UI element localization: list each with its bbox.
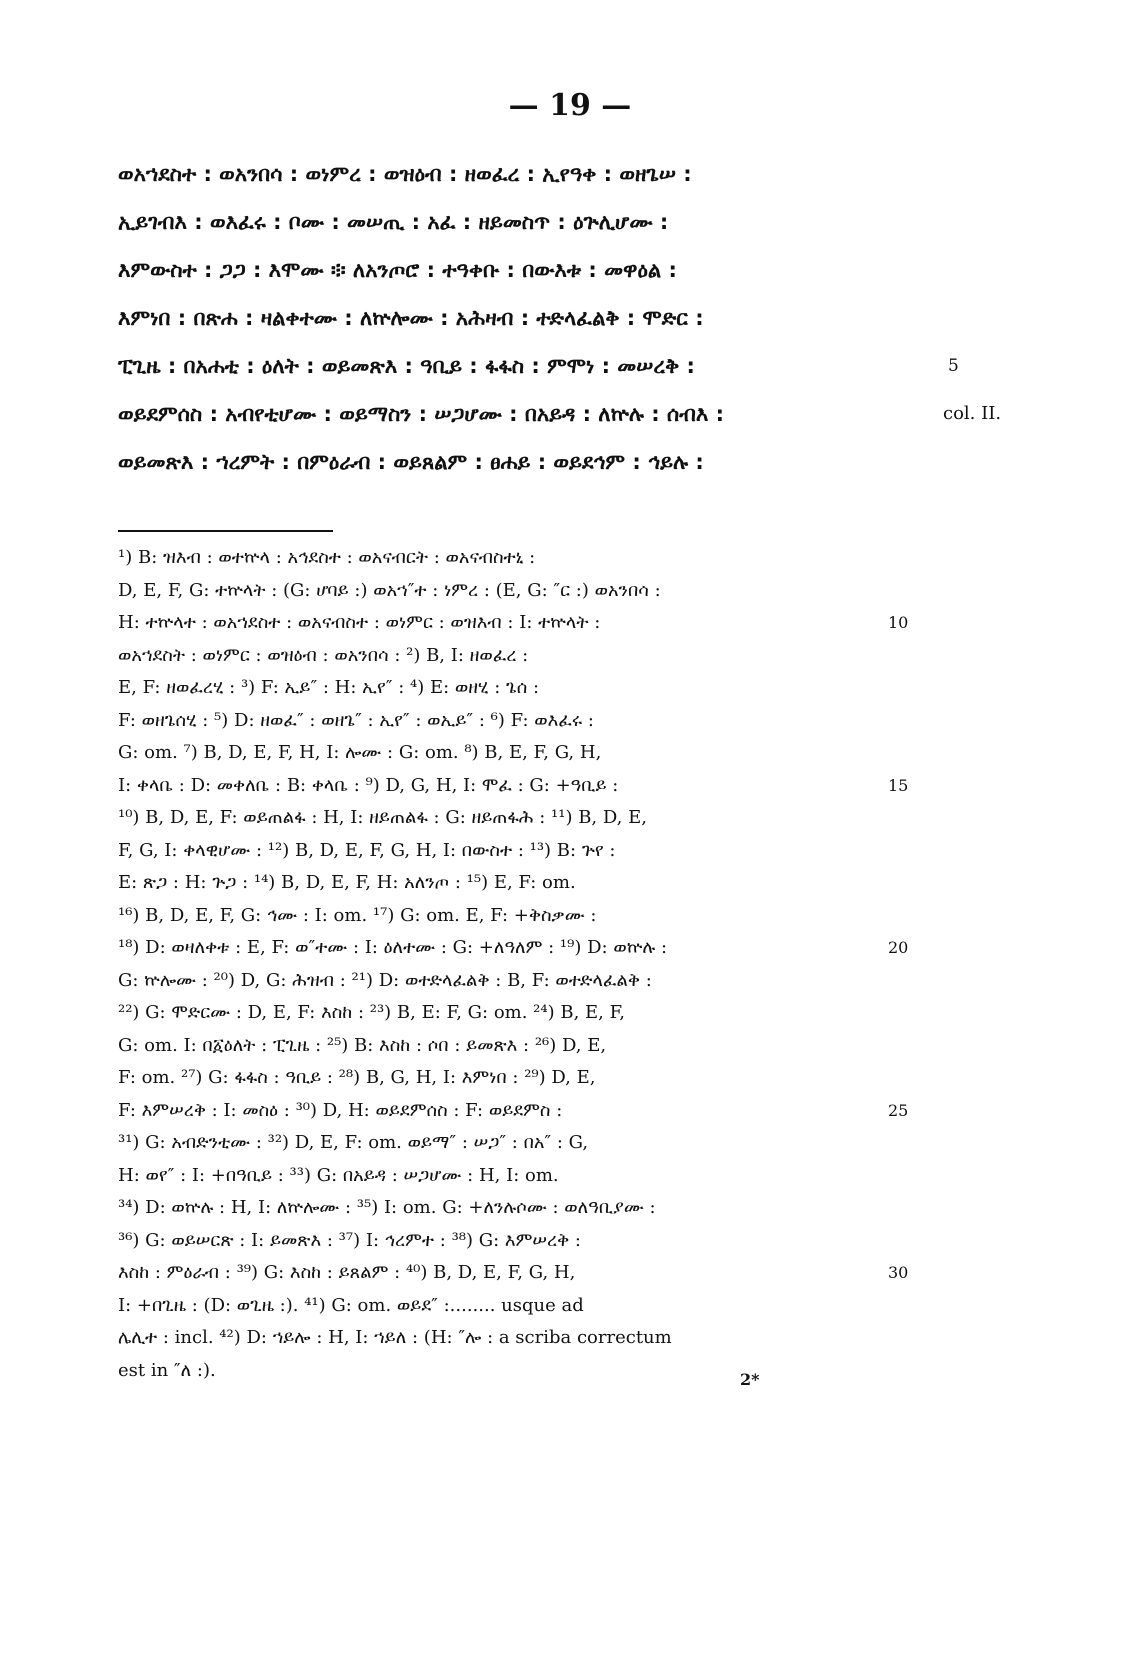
footnote-line: እስከ : ምዕራብ : ³⁹) G: እስከ : ይጸልም : ⁴⁰) B, D, E, F, G, H, 30 <box>118 1257 878 1290</box>
footnote-line: I: +በጊዜ : (D: ወጊዜ :). ⁴¹) G: om. ወይደ″ :........ usque ad <box>118 1294 584 1316</box>
footnote-line: H: ወየ″ : I: +በዓቢይ : ³³) G: በአይዳ : ሠጋሆሙ : H, I: om. <box>118 1164 559 1186</box>
main-text <box>118 150 1002 486</box>
line-number: 5 <box>948 356 959 376</box>
footnote-line: F: ወዘጌሰሂ : ⁵) D: ዘወፈ″ : ወዘጌ″ : ኢየ″ : ወኢይ″ : ⁶) F: ወእፈሩ : <box>118 709 594 731</box>
footnotes <box>118 542 909 1387</box>
text-line: ወይደምሰስ : አብየቲሆሙ : ወይማስን : ሠጋሆሙ : በአይዳ : ለኵሉ : ሰብእ : col. II. <box>118 390 918 438</box>
footnote-line: ²²) G: ሞድርሙ : D, E, F: እስከ : ²³) B, E: F, G: om. ²⁴) B, E, F, <box>118 1002 626 1023</box>
text-line: ወአኀደስተ : ወአንበሳ : ወነምረ : ወዝዕብ : ዘወፈረ : ኢየዓቀ : ወዘጌሠ : <box>118 162 692 186</box>
column-marker: col. II. <box>943 403 1002 424</box>
footnote-divider <box>118 530 333 532</box>
text-line: ወይመጽእ : ኀረምት : በምዕራብ : ወይጸልም : ፀሐይ : ወይደኅም : ኅይሉ : <box>118 450 704 474</box>
footnote-line: G: om. ⁷) B, D, E, F, H, I: ሎሙ : G: om. ⁸) B, E, F, G, H, <box>118 742 602 763</box>
text-line: ፒጊዜ : በአሐቲ : ዕለት : ወይመጽእ : ዓቢይ : ፋፋስ : ምሞነ : መሠረቅ : 5 <box>118 342 918 390</box>
line-number: 20 <box>888 938 909 957</box>
footnote-line: I: ቀላቤ : D: መቀለቤ : B: ቀላቤ : ⁹) D, G, H, I: ሞፈ : G: +ዓቢይ : 15 <box>118 770 878 803</box>
footnote-line: ሌሊተ : incl. ⁴²) D: ኀይሎ : H, I: ኀይለ : (H: ″ሎ : a scriba correctum <box>118 1327 672 1348</box>
footnote-line: ¹⁰) B, D, E, F: ወይጠልፋ : H, I: ዘይጠልፋ : G: ዘይጠፋሕ : ¹¹) B, D, E, <box>118 807 647 828</box>
page-number: — 19 — <box>508 88 632 123</box>
footnote-line: G: om. I: በ፩ዕለት : ፒጊዜ : ²⁵) B: እስከ : ሶበ : ይመጽእ : ²⁶) D, E, <box>118 1034 607 1056</box>
footnote-line: ¹) B: ዝእብ : ወተኵላ : አኅደስተ : ወአናብርት : ወአናብስተኒ : <box>118 547 536 568</box>
footnote-line: F: እምሠረቅ : I: መስዕ : ³⁰) D, H: ወይደምሰስ : F: ወይደምስ : 25 <box>118 1095 878 1128</box>
signature-mark: 2* <box>740 1370 760 1389</box>
footnote-line: est in ″ለ :). <box>118 1359 216 1381</box>
footnote-line: F: om. ²⁷) G: ፋፋስ : ዓቢይ : ²⁸) B, G, H, I: እምነበ : ²⁹) D, E, <box>118 1067 596 1088</box>
line-number: 10 <box>888 613 909 632</box>
text-line: ኢይገብእ : ወእፈሩ : ቦሙ : መሠጢ : አፈ : ዘይመስጥ : ዕጕሊሆሙ : <box>118 210 669 234</box>
footnote-line: D, E, F, G: ተኵላት : (G: ሆባይ :) ወአኀ″ተ : ነምረ : (E, G: ″ር :) ወአንበሳ : <box>118 579 661 601</box>
line-number: 25 <box>888 1100 909 1120</box>
text-line: እምነበ : በጽሐ : ዛልቀተሙ : ለኵሎሙ : አሕዛብ : ተድላፈልቅ : ሞድር : <box>118 306 704 330</box>
footnote-line: ³⁴) D: ወኵሉ : H, I: ለኵሎሙ : ³⁵) I: om. G: +ለንሉሶሙ : ወለዓቢያሙ : <box>118 1197 656 1218</box>
text-line: እምውስተ : ጋጋ : እሞሙ ፨ ለአንጦሮ : ተዓቀቡ : በውእቱ : መዋዕል : <box>118 258 677 282</box>
footnote-line: ወአኀደስት : ወነምር : ወዝዕብ : ወአንበሳ : ²) B, I: ዘወፈረ : <box>118 644 529 666</box>
footnote-line: ¹⁶) B, D, E, F, G: ኅሙ : I: om. ¹⁷) G: om. E, F: +ቅስቃሙ : <box>118 904 597 926</box>
footnote-line: E, F: ዘወፈረሂ : ³) F: ኢይ″ : H: ኢየ″ : ⁴) E: ወዘሂ : ጌሰ : <box>118 677 540 698</box>
footnote-line: ³⁶) G: ወይሠርጽ : I: ይመጽእ : ³⁷) I: ኅረምተ : ³⁸) G: እምሠረቅ : <box>118 1229 581 1251</box>
line-number: 15 <box>888 775 909 795</box>
line-number: 30 <box>888 1263 909 1282</box>
footnote-line: G: ኵሎሙ : ²⁰) D, G: ሕዝብ : ²¹) D: ወተድላፈልቅ : B, F: ወተድላፈልቅ : <box>118 969 652 991</box>
footnote-line: H: ተኵላተ : ወአኀደስተ : ወአናብስተ : ወነምር : ወዝእብ : I: ተኵላት : 10 <box>118 607 878 640</box>
footnote-line: E: ጽጋ : H: ጕጋ : ¹⁴) B, D, E, F, H: አለንጦ : ¹⁵) E, F: om. <box>118 872 576 893</box>
footnote-line: F, G, I: ቀላዊሆሙ : ¹²) B, D, E, F, G, H, I: በውስተ : ¹³) B: ጕየ : <box>118 839 616 861</box>
footnote-line: ³¹) G: አብድንቲሙ : ³²) D, E, F: om. ወይማ″ : ሠጋ″ : በአ″ : G, <box>118 1132 589 1153</box>
footnote-line: ¹⁸) D: ወዛለቀቱ : E, F: ወ″ተሙ : I: ዕለተሙ : G: +ለዓለም : ¹⁹) D: ወኵሉ : 20 <box>118 932 878 965</box>
